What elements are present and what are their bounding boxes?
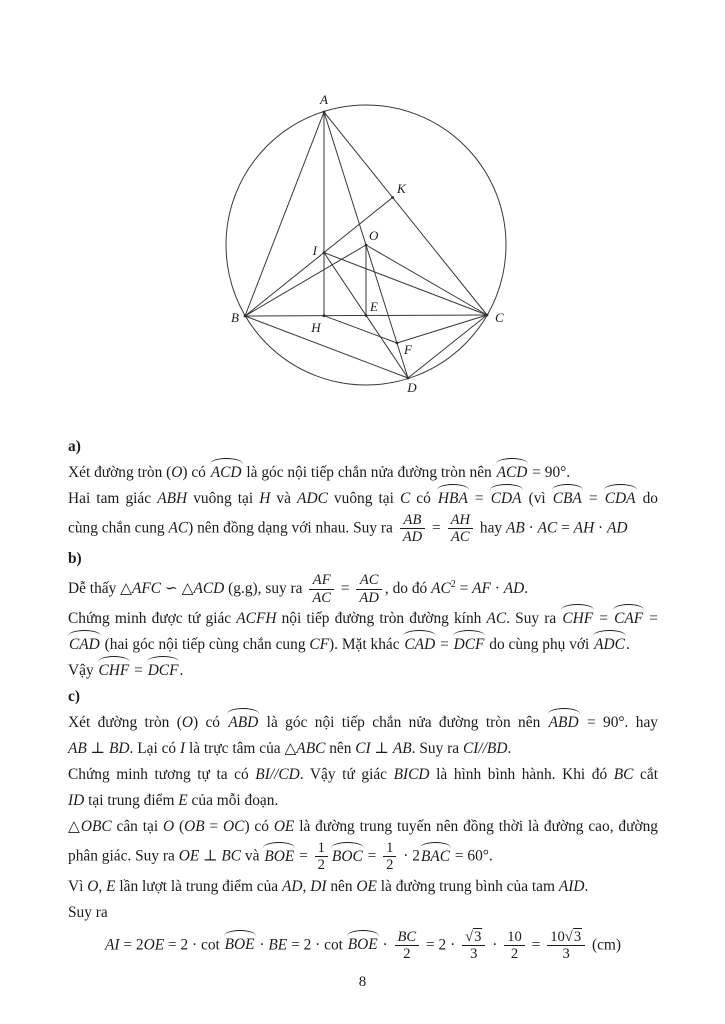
math-variable: ACFH [236, 610, 277, 628]
point-B [244, 315, 247, 318]
segment-AC [324, 112, 487, 315]
angle-notation: BOE [224, 932, 256, 958]
math-variable: DI [310, 877, 327, 895]
angle-notation: CHF [561, 606, 594, 632]
angle-notation: CAF [613, 606, 644, 632]
point-label-D: D [407, 380, 417, 395]
math-variable: AFC [131, 579, 162, 597]
math-variable: ABH [157, 490, 188, 507]
angle-notation: ADC [593, 632, 626, 658]
math-variable: OB [184, 818, 205, 836]
math-variable: OE [178, 847, 200, 865]
math-variable: AB [505, 519, 525, 537]
math-variable: E [178, 792, 188, 810]
text-line: Hai tam giác ABH vuông tại H và ADC vuông tại C có HBA = CDA (vì CBA = CDA do [68, 486, 658, 512]
angle-notation: BAC [420, 844, 451, 870]
math-variable: AD [359, 589, 379, 606]
fraction-denominator [309, 589, 334, 606]
text-line: Xét đường tròn (O) có ACD là góc nội tiếp chắn nửa đường tròn nên ACD = 90°. [68, 460, 658, 486]
math-variable: AC [312, 589, 332, 606]
fraction [400, 512, 425, 546]
math-variable: AB [403, 512, 422, 528]
math-variable: AC [537, 519, 558, 537]
segment-CD [408, 315, 487, 378]
angle-notation: HBA [437, 486, 469, 512]
math-variable: AF [472, 579, 491, 597]
sqrt-expression: √3 [465, 928, 482, 945]
angle-notation: CAD [68, 632, 101, 658]
point-label-E: E [370, 299, 378, 314]
fraction [547, 929, 585, 963]
fraction-denominator [448, 528, 473, 545]
math-variable: O [162, 818, 175, 836]
point-label-K: K [397, 181, 406, 196]
point-label-O: O [369, 228, 379, 243]
point-label-F: F [404, 342, 412, 357]
text-line: Suy ra [68, 903, 108, 921]
math-variable: BC [397, 928, 417, 945]
fraction [395, 929, 420, 963]
solution-text [68, 434, 658, 963]
fraction [462, 929, 485, 963]
point-label-C: C [495, 310, 504, 325]
segment-HF [324, 316, 397, 343]
fraction [383, 840, 396, 874]
math-variable: CI//BD [462, 740, 508, 758]
text-line: Dễ thấy △AFC ∽ △ACD (g.g), suy ra $\frac{AF}{AC}$ = $\frac{AC}{AD}$ , do đó $AC^2$ = AF · AD. [68, 572, 529, 606]
point-label-A: A [320, 92, 328, 107]
text-line: cùng chắn cung AC) nên đồng dạng với nhau. Suy ra $\frac{AB}{AD}$ = $\frac{AH}{AC}$ hay AB · AC = AH · AD [68, 512, 628, 546]
math-variable: C [399, 490, 411, 507]
math-variable: AD [503, 579, 525, 597]
segment-OB [245, 245, 366, 316]
math-variable: AD [281, 877, 303, 895]
text-line: AB ⊥ BD. Lại có I là trực tâm của △ABC nên CI ⊥ AB. Suy ra CI//BD. [68, 740, 512, 758]
angle-notation: ABD [227, 710, 259, 736]
math-variable: ACD [193, 579, 225, 597]
fraction-numerator: 10 [507, 928, 522, 945]
fraction-numerator [356, 572, 381, 588]
angle-notation: BOE [347, 932, 379, 958]
point-D [407, 377, 410, 380]
point-O [365, 244, 368, 247]
math-variable: O [181, 714, 193, 732]
math-variable: AF [312, 572, 331, 589]
fraction [356, 572, 381, 606]
angle-notation: CAD [403, 632, 436, 658]
page-number: 8 [358, 974, 367, 990]
fraction-denominator: 2 [315, 856, 328, 873]
math-variable: BE [268, 936, 288, 954]
fraction [504, 929, 525, 963]
math-variable: AC [431, 579, 451, 597]
fraction [448, 512, 473, 546]
text-line: △OBC cân tại O (OB = OC) có OE là đường trung tuyến nên đồng thời là đường cao, đường [68, 818, 658, 836]
math-variable: OC [223, 818, 245, 836]
math-variable: BICD [393, 766, 430, 784]
geometry-figure [215, 90, 515, 398]
superscript: 2 [450, 578, 456, 590]
angle-notation: ABD [548, 710, 580, 736]
fraction-denominator: 2 [395, 945, 420, 962]
point-label-H: H [311, 320, 321, 335]
math-variable: AC [486, 610, 507, 628]
point-label-I: I [312, 243, 317, 258]
math-variable: BI//CD [255, 766, 300, 784]
math-variable: ADC [297, 490, 328, 507]
point-H [323, 314, 326, 317]
math-variable: CF [309, 636, 330, 654]
display-equation: AI = 2OE = 2 · cot BOE · BE = 2 · cot BOE · $\frac{BC}{2}$ = 2 · $\frac{√3}{3}$ · $\frac{10}{2}$ = $\frac{10√3}{3}$ (cm) [104, 928, 622, 963]
fraction-denominator: 3 [462, 945, 485, 962]
math-variable: OBC [80, 818, 112, 836]
point-E [365, 314, 368, 317]
text-line: Chứng minh được tứ giác ACFH nội tiếp đường tròn đường kính AC. Suy ra CHF = CAF = [68, 606, 658, 632]
angle-notation: CBA [552, 486, 583, 512]
point-K [391, 196, 394, 199]
math-variable: ABC [296, 740, 326, 758]
fraction-denominator: 2 [383, 856, 396, 873]
text-line: ID tại trung điểm E của mỗi đoạn. [68, 792, 279, 810]
text-line: Chứng minh tương tự ta có BI//CD. Vậy tứ giác BICD là hình bình hành. Khi đó BC cắt [68, 766, 658, 784]
math-variable: AC [359, 572, 379, 589]
sqrt-expression: √3 [564, 928, 582, 945]
fraction-numerator: 10√3 [550, 928, 582, 945]
radicand: 3 [474, 928, 482, 945]
math-variable: OE [143, 936, 165, 954]
fraction-numerator [309, 572, 334, 588]
point-A [323, 111, 326, 114]
math-variable: I [179, 740, 186, 758]
text-line: Xét đường tròn (O) có ABD là góc nội tiếp chắn nửa đường tròn nên ABD = 90°. hay [68, 710, 658, 736]
math-variable: AB [392, 740, 412, 758]
angle-notation: CDA [490, 486, 523, 512]
angle-notation: BOE [263, 844, 295, 870]
math-variable: BD [108, 740, 130, 758]
fraction-numerator [462, 929, 485, 945]
angle-notation: BOC [331, 844, 364, 870]
fraction-denominator [356, 589, 381, 606]
math-variable: AI [104, 936, 120, 954]
fraction-denominator: 3 [547, 945, 585, 962]
math-variable: AD [607, 519, 628, 537]
fraction-denominator: 2 [504, 945, 525, 962]
math-variable: AB [68, 740, 87, 758]
section-heading: b) [68, 549, 82, 567]
math-variable: AH [573, 519, 595, 537]
fraction-denominator [400, 528, 425, 545]
segment-OC [366, 245, 487, 315]
angle-notation: ACD [210, 460, 243, 486]
segment-CF [397, 315, 487, 343]
math-variable: AID [558, 877, 585, 895]
math-variable: CI [355, 740, 371, 758]
fraction [309, 572, 334, 606]
angle-notation: CDA [604, 486, 637, 512]
point-I [323, 251, 326, 254]
fraction-numerator: 1 [386, 840, 394, 857]
math-variable: O [87, 877, 99, 895]
fraction-numerator [400, 512, 425, 528]
text-line: Vì O, E lần lượt là trung điểm của AD, DI nên OE là đường trung bình của tam AID. [68, 877, 589, 895]
math-variable: E [106, 877, 116, 895]
point-label-B: B [231, 310, 239, 325]
fraction-numerator: 1 [317, 840, 325, 857]
section-heading: c) [68, 688, 80, 706]
text-line: CAD (hai góc nội tiếp cùng chắn cung CF). Mặt khác CAD = DCF do cùng phụ với ADC. [68, 632, 658, 658]
math-variable: BC [221, 847, 242, 865]
math-variable: OE [273, 818, 295, 836]
math-variable: AC [450, 529, 470, 546]
point-C [486, 314, 489, 317]
fraction-numerator [395, 929, 420, 945]
angle-notation: CHF [98, 658, 131, 684]
fraction [315, 840, 328, 874]
math-variable: BC [613, 766, 634, 784]
math-variable: O [171, 464, 183, 481]
math-variable: AH [450, 512, 471, 528]
section-heading: a) [68, 438, 81, 455]
point-F [396, 342, 399, 345]
angle-notation: DCF [453, 632, 486, 658]
segment-AB [245, 112, 324, 316]
radicand: 3 [573, 928, 582, 945]
angle-notation: ACD [496, 460, 529, 486]
math-variable: AD [402, 529, 423, 546]
math-variable: AC [168, 519, 189, 537]
fraction-numerator [448, 512, 473, 528]
math-variable: ID [68, 792, 85, 810]
math-variable: H [259, 490, 271, 507]
math-variable: OE [356, 877, 377, 895]
text-line: Vậy CHF = DCF. [68, 658, 658, 684]
text-line: phân giác. Suy ra OE ⊥ BC và BOE = $\frac{1}{2}$ BOC = $\frac{1}{2}$ · 2BAC = 60°. [68, 840, 493, 874]
angle-notation: DCF [147, 658, 180, 684]
